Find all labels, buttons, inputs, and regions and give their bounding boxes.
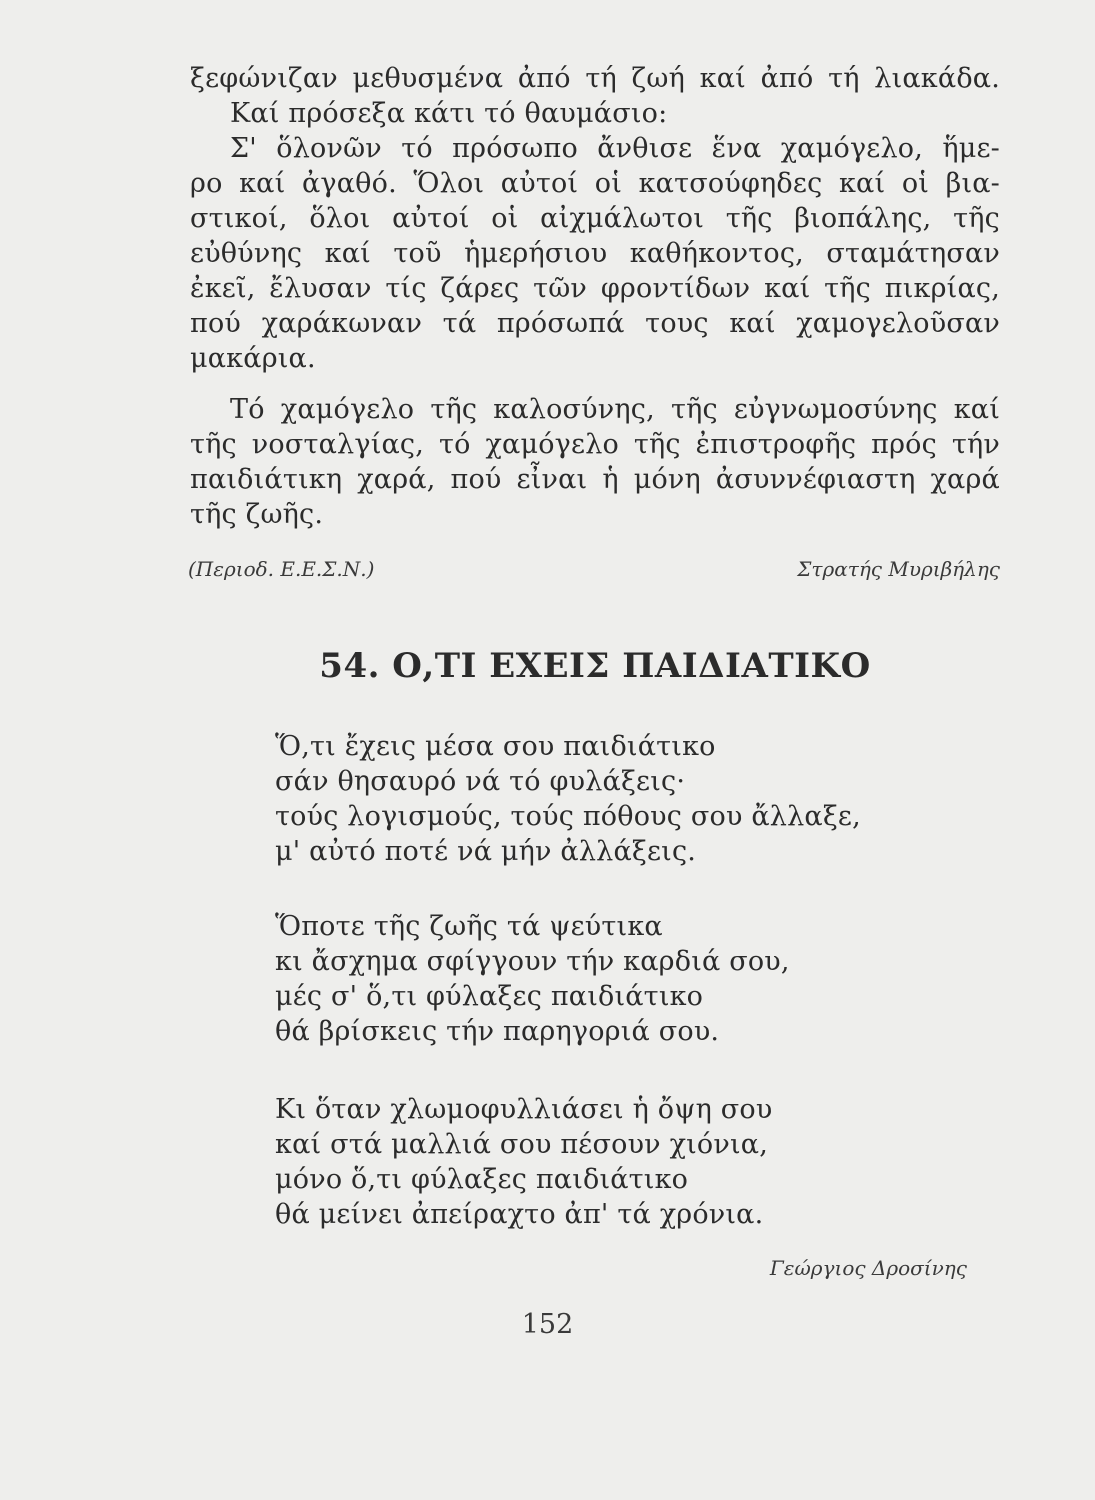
poem-line: θά βρίσκεις τήν παρηγοριά σου. [275, 1016, 720, 1047]
poem-line: Ὅποτε τῆς ζωῆς τά ψεύτικα [275, 911, 663, 942]
prose-line: τῆς νοσταλγίας, τό χαμόγελο τῆς ἐπιστροφῆς πρός τήν [190, 429, 1000, 460]
poem-line: μόνο ὅ,τι φύλαξες παιδιάτικο [275, 1164, 689, 1195]
prose-line: Τό χαμόγελο τῆς καλοσύνης, τῆς εὐγνωμοσύνης καί [230, 394, 1000, 425]
page-number: 152 [521, 1309, 574, 1340]
prose-author: Στρατής Μυριβήλης [797, 557, 1000, 581]
prose-line: μακάρια. [190, 343, 316, 374]
prose-line: ξεφώνιζαν μεθυσμένα ἀπό τή ζωή καί ἀπό τή λιακάδα. [190, 63, 1000, 94]
poem-line: θά μείνει ἀπείραχτο ἀπ' τά χρόνια. [275, 1199, 764, 1230]
poem-line: καί στά μαλλιά σου πέσουν χιόνια, [275, 1129, 768, 1160]
prose-line: τῆς ζωῆς. [190, 499, 324, 530]
prose-line: ἐκεῖ, ἔλυσαν τίς ζάρες τῶν φροντίδων καί τῆς πικρίας, [190, 273, 1000, 304]
prose-line: στικοί, ὅλοι αὐτοί οἱ αἰχμάλωτοι τῆς βιοπάλης, τῆς [190, 203, 1000, 234]
poem-title: 54. Ο,ΤΙ ΕΧΕΙΣ ΠΑΙΔΙΑΤΙΚΟ [319, 646, 871, 686]
poem-line: τούς λογισμούς, τούς πόθους σου ἄλλαξε, [275, 801, 861, 832]
poem-line: σάν θησαυρό νά τό φυλάξεις· [275, 766, 686, 797]
poem-line: Κι ὅταν χλωμοφυλλιάσει ἡ ὄψη σου [275, 1094, 773, 1125]
poem-line: μές σ' ὅ,τι φύλαξες παιδιάτικο [275, 981, 704, 1012]
poem-author: Γεώργιος Δροσίνης [769, 1256, 967, 1280]
prose-line: ρο καί ἀγαθό. Ὅλοι αὐτοί οἱ κατσούφηδες καί οἱ βια- [190, 168, 1000, 199]
prose-line: παιδιάτικη χαρά, πού εἶναι ἡ μόνη ἀσυννέφιαστη χαρά [190, 464, 1000, 495]
prose-line: εὐθύνης καί τοῦ ἡμερήσιου καθήκοντος, σταμάτησαν [190, 238, 1000, 269]
prose-line: Καί πρόσεξα κάτι τό θαυμάσιο: [230, 98, 668, 129]
prose-line: πού χαράκωναν τά πρόσωπά τους καί χαμογελοῦσαν [190, 308, 1000, 339]
poem-line: Ὅ,τι ἔχεις μέσα σου παιδιάτικο [275, 731, 716, 762]
poem-line: κι ἄσχημα σφίγγουν τήν καρδιά σου, [275, 946, 790, 977]
poem-line: μ' αὐτό ποτέ νά μήν ἀλλάξεις. [275, 836, 697, 867]
prose-source: (Περιοδ. Ε.Ε.Σ.Ν.) [188, 557, 375, 581]
prose-line: Σ' ὅλονῶν τό πρόσωπο ἄνθισε ἕνα χαμόγελο, ἥμε- [230, 133, 1000, 164]
